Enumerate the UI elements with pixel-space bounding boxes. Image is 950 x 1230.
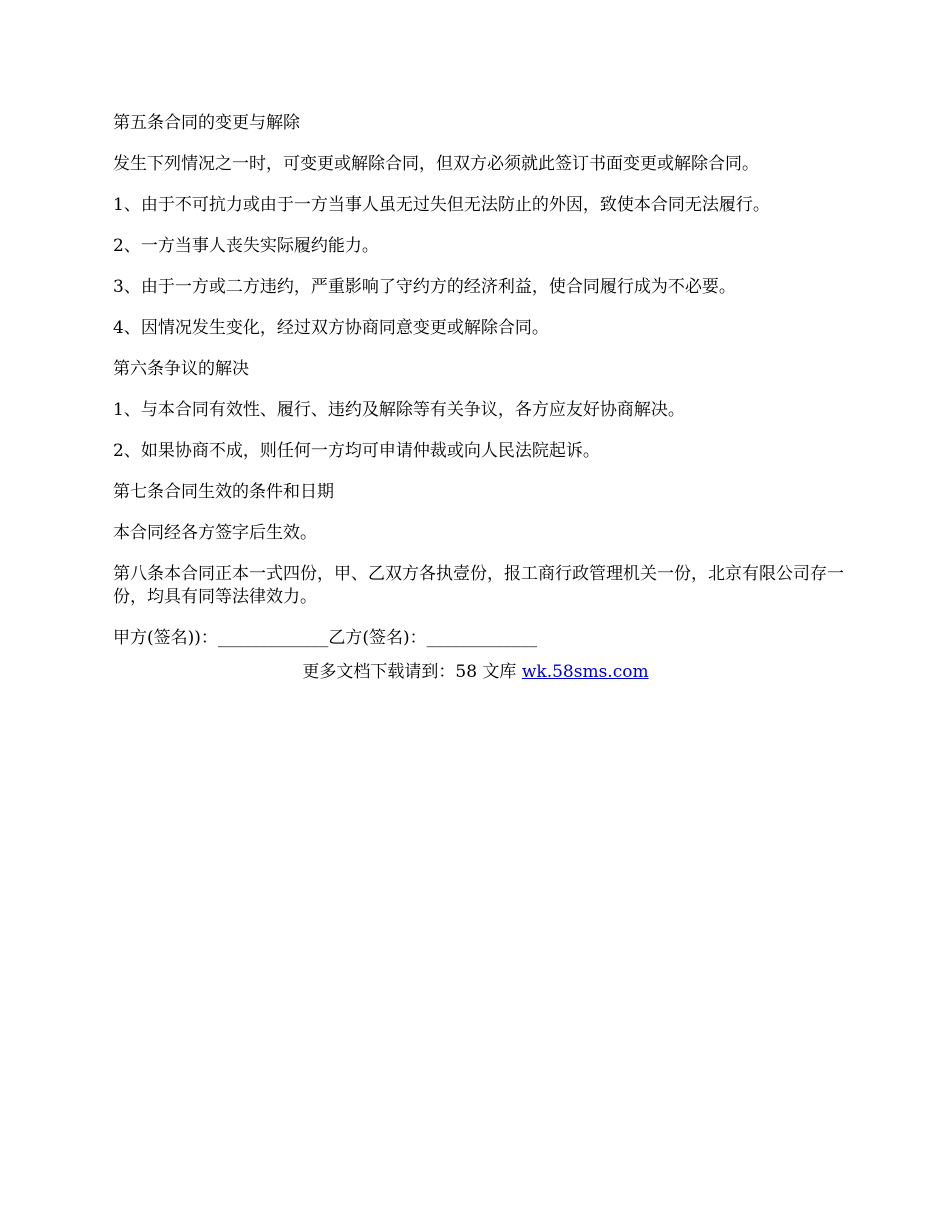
- footer-text: 更多文档下载请到：58 文库: [302, 662, 522, 682]
- list-item: 1、由于不可抗力或由于一方当事人虽无过失但无法防止的外因，致使本合同无法履行。: [113, 195, 770, 215]
- list-item: 1、与本合同有效性、履行、违约及解除等有关争议，各方应友好协商解决。: [113, 400, 685, 420]
- list-item: 2、一方当事人丧失实际履约能力。: [113, 236, 379, 256]
- list-item: 2、如果协商不成，则任何一方均可申请仲裁或向人民法院起诉。: [113, 441, 600, 461]
- paragraph: 发生下列情况之一时，可变更或解除合同，但双方必须就此签订书面变更或解除合同。: [113, 154, 759, 174]
- paragraph: 本合同经各方签字后生效。: [113, 523, 317, 543]
- section-heading-7: 第七条合同生效的条件和日期: [113, 482, 334, 502]
- section-8-paragraph: 第八条本合同正本一式四份，甲、乙双方各执壹份，报工商行政管理机关一份，北京有限公司存一份，均具有同等法律效力。: [113, 564, 844, 607]
- footer-link[interactable]: wk.58sms.com: [521, 662, 649, 682]
- section-heading-6: 第六条争议的解决: [113, 359, 249, 379]
- section-heading-5: 第五条合同的变更与解除: [113, 113, 300, 133]
- list-item: 4、因情况发生变化，经过双方协商同意变更或解除合同。: [113, 318, 549, 338]
- list-item: 3、由于一方或二方违约，严重影响了守约方的经济利益，使合同履行成为不必要。: [113, 277, 736, 297]
- footer-download-note: [113, 661, 838, 684]
- document-body: [113, 112, 848, 684]
- signature-line: 甲方(签名))：_____________乙方(签名)：_____________: [113, 628, 538, 648]
